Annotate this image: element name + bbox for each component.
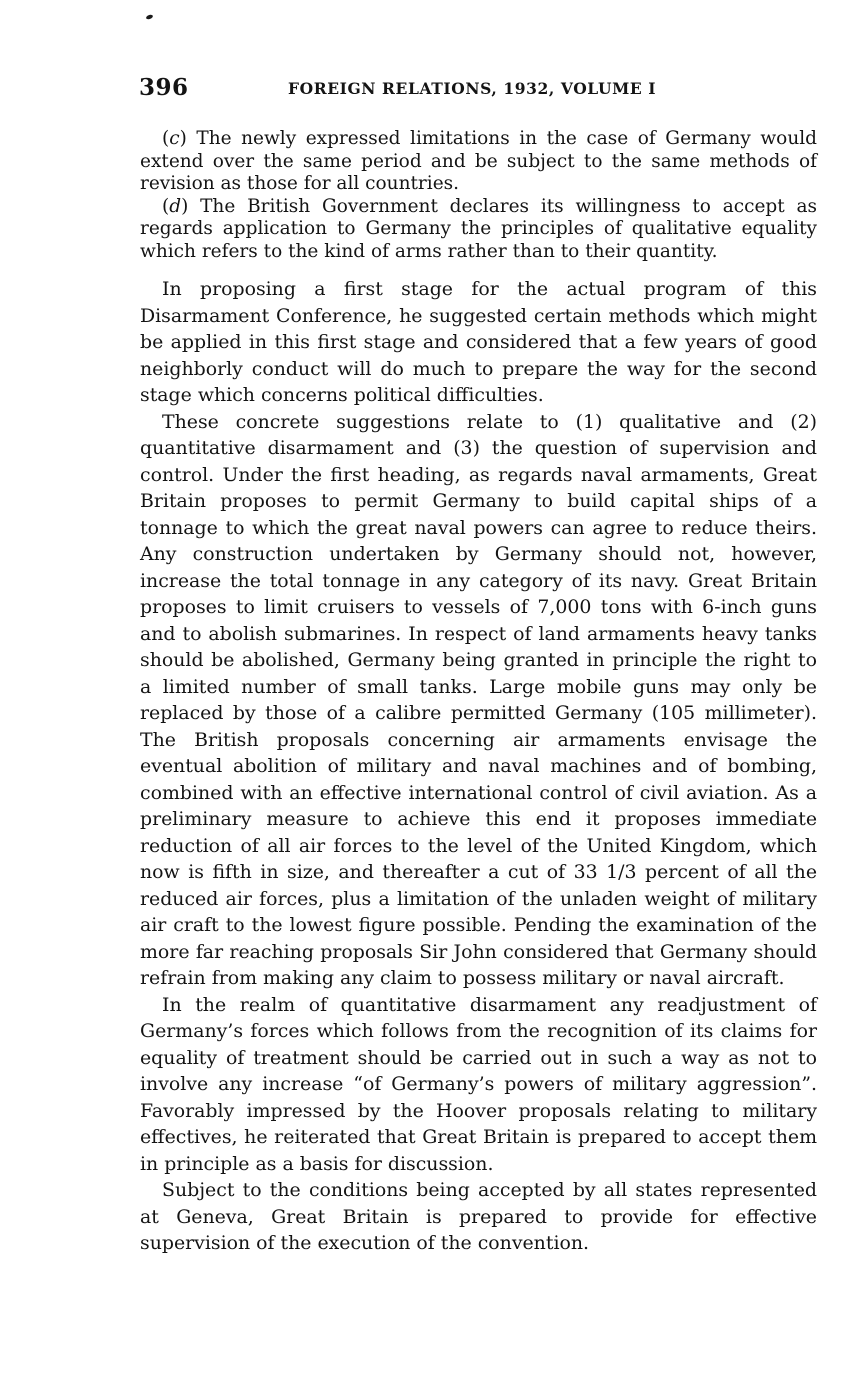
point-text-d: The British Government declares its willingness to accept as regards application to Germany the principles of qualitative equality which refers to the kind of arms rather than to their quantity. xyxy=(140,195,817,262)
paragraph-concrete-suggestions: These concrete suggestions relate to (1) qualitative and (2) quantitative disarmament and (3) the question of supervision and control. Under the first heading, as regards naval armaments, Great Britain proposes to permit Germany to build capital ships of a tonnage to which the great naval powers can agree to reduce theirs. Any construction undertaken by Germany should not, however, increase the total tonnage in any category of its navy. Great Britain proposes to limit cruisers to vessels of 7,000 tons with 6-inch guns and to abolish submarines. In respect of land armaments heavy tanks should be abolished, Germany being granted in principle the right to a limited number of small tanks. Large mobile guns may only be replaced by those of a calibre permitted Germany (105 millimeter). The British proposals concerning air armaments envisage the eventual abolition of military and naval machines and of bombing, combined with an effective international control of civil aviation. As a preliminary measure to achieve this end it proposes immediate reduction of all air forces to the level of the United Kingdom, which now is fifth in size, and thereafter a cut of 33 1/3 percent of all the reduced air forces, plus a limitation of the unladen weight of military air craft to the lowest figure possible. Pending the examination of the more far reaching proposals Sir John considered that Germany should refrain from making any claim to possess military or naval aircraft. xyxy=(140,410,817,989)
ink-speck xyxy=(146,14,154,20)
point-label-c: c xyxy=(169,128,180,149)
running-title: FOREIGN RELATIONS, 1932, VOLUME I xyxy=(288,79,657,98)
quoted-points-block xyxy=(140,128,817,263)
body-text xyxy=(140,276,817,1257)
paragraph-supervision: Subject to the conditions being accepted by all states represented at Geneva, Great Britain is prepared to provide for effective supervision of the execution of the convention. xyxy=(140,1179,817,1254)
quoted-point-d: (d) The British Government declares its willingness to accept as regards application to Germany the principles of qualitative equality which refers to the kind of arms rather than to their quantity. xyxy=(140,195,817,262)
quoted-point-c: (c) The newly expressed limitations in the case of Germany would extend over the same period and be subject to the same methods of revision as those for all countries. xyxy=(140,128,817,194)
page-header xyxy=(139,74,819,108)
paragraph-quantitative-disarmament: In the realm of quantitative disarmament any readjustment of Germany’s forces which follows from the recognition of its claims for equality of treatment should be carried out in such a way as not to involve any increase “of Germany’s powers of military aggression”. Favorably impressed by the Hoover proposals relating to military effectives, he reiterated that Great Britain is prepared to accept them in principle as a basis for discussion. xyxy=(140,993,817,1175)
point-text-c: The newly expressed limitations in the case of Germany would extend over the same period and be subject to the same methods of revision as those for all countries. xyxy=(140,128,817,194)
page-number: 396 xyxy=(139,74,189,101)
point-label-d: d xyxy=(169,195,182,217)
paragraph-first-stage: In proposing a first stage for the actual program of this Disarmament Conference, he suggested certain methods which might be applied in this first stage and considered that a few years of good neighborly conduct will do much to prepare the way for the second stage which concerns political difficulties. xyxy=(140,278,817,406)
